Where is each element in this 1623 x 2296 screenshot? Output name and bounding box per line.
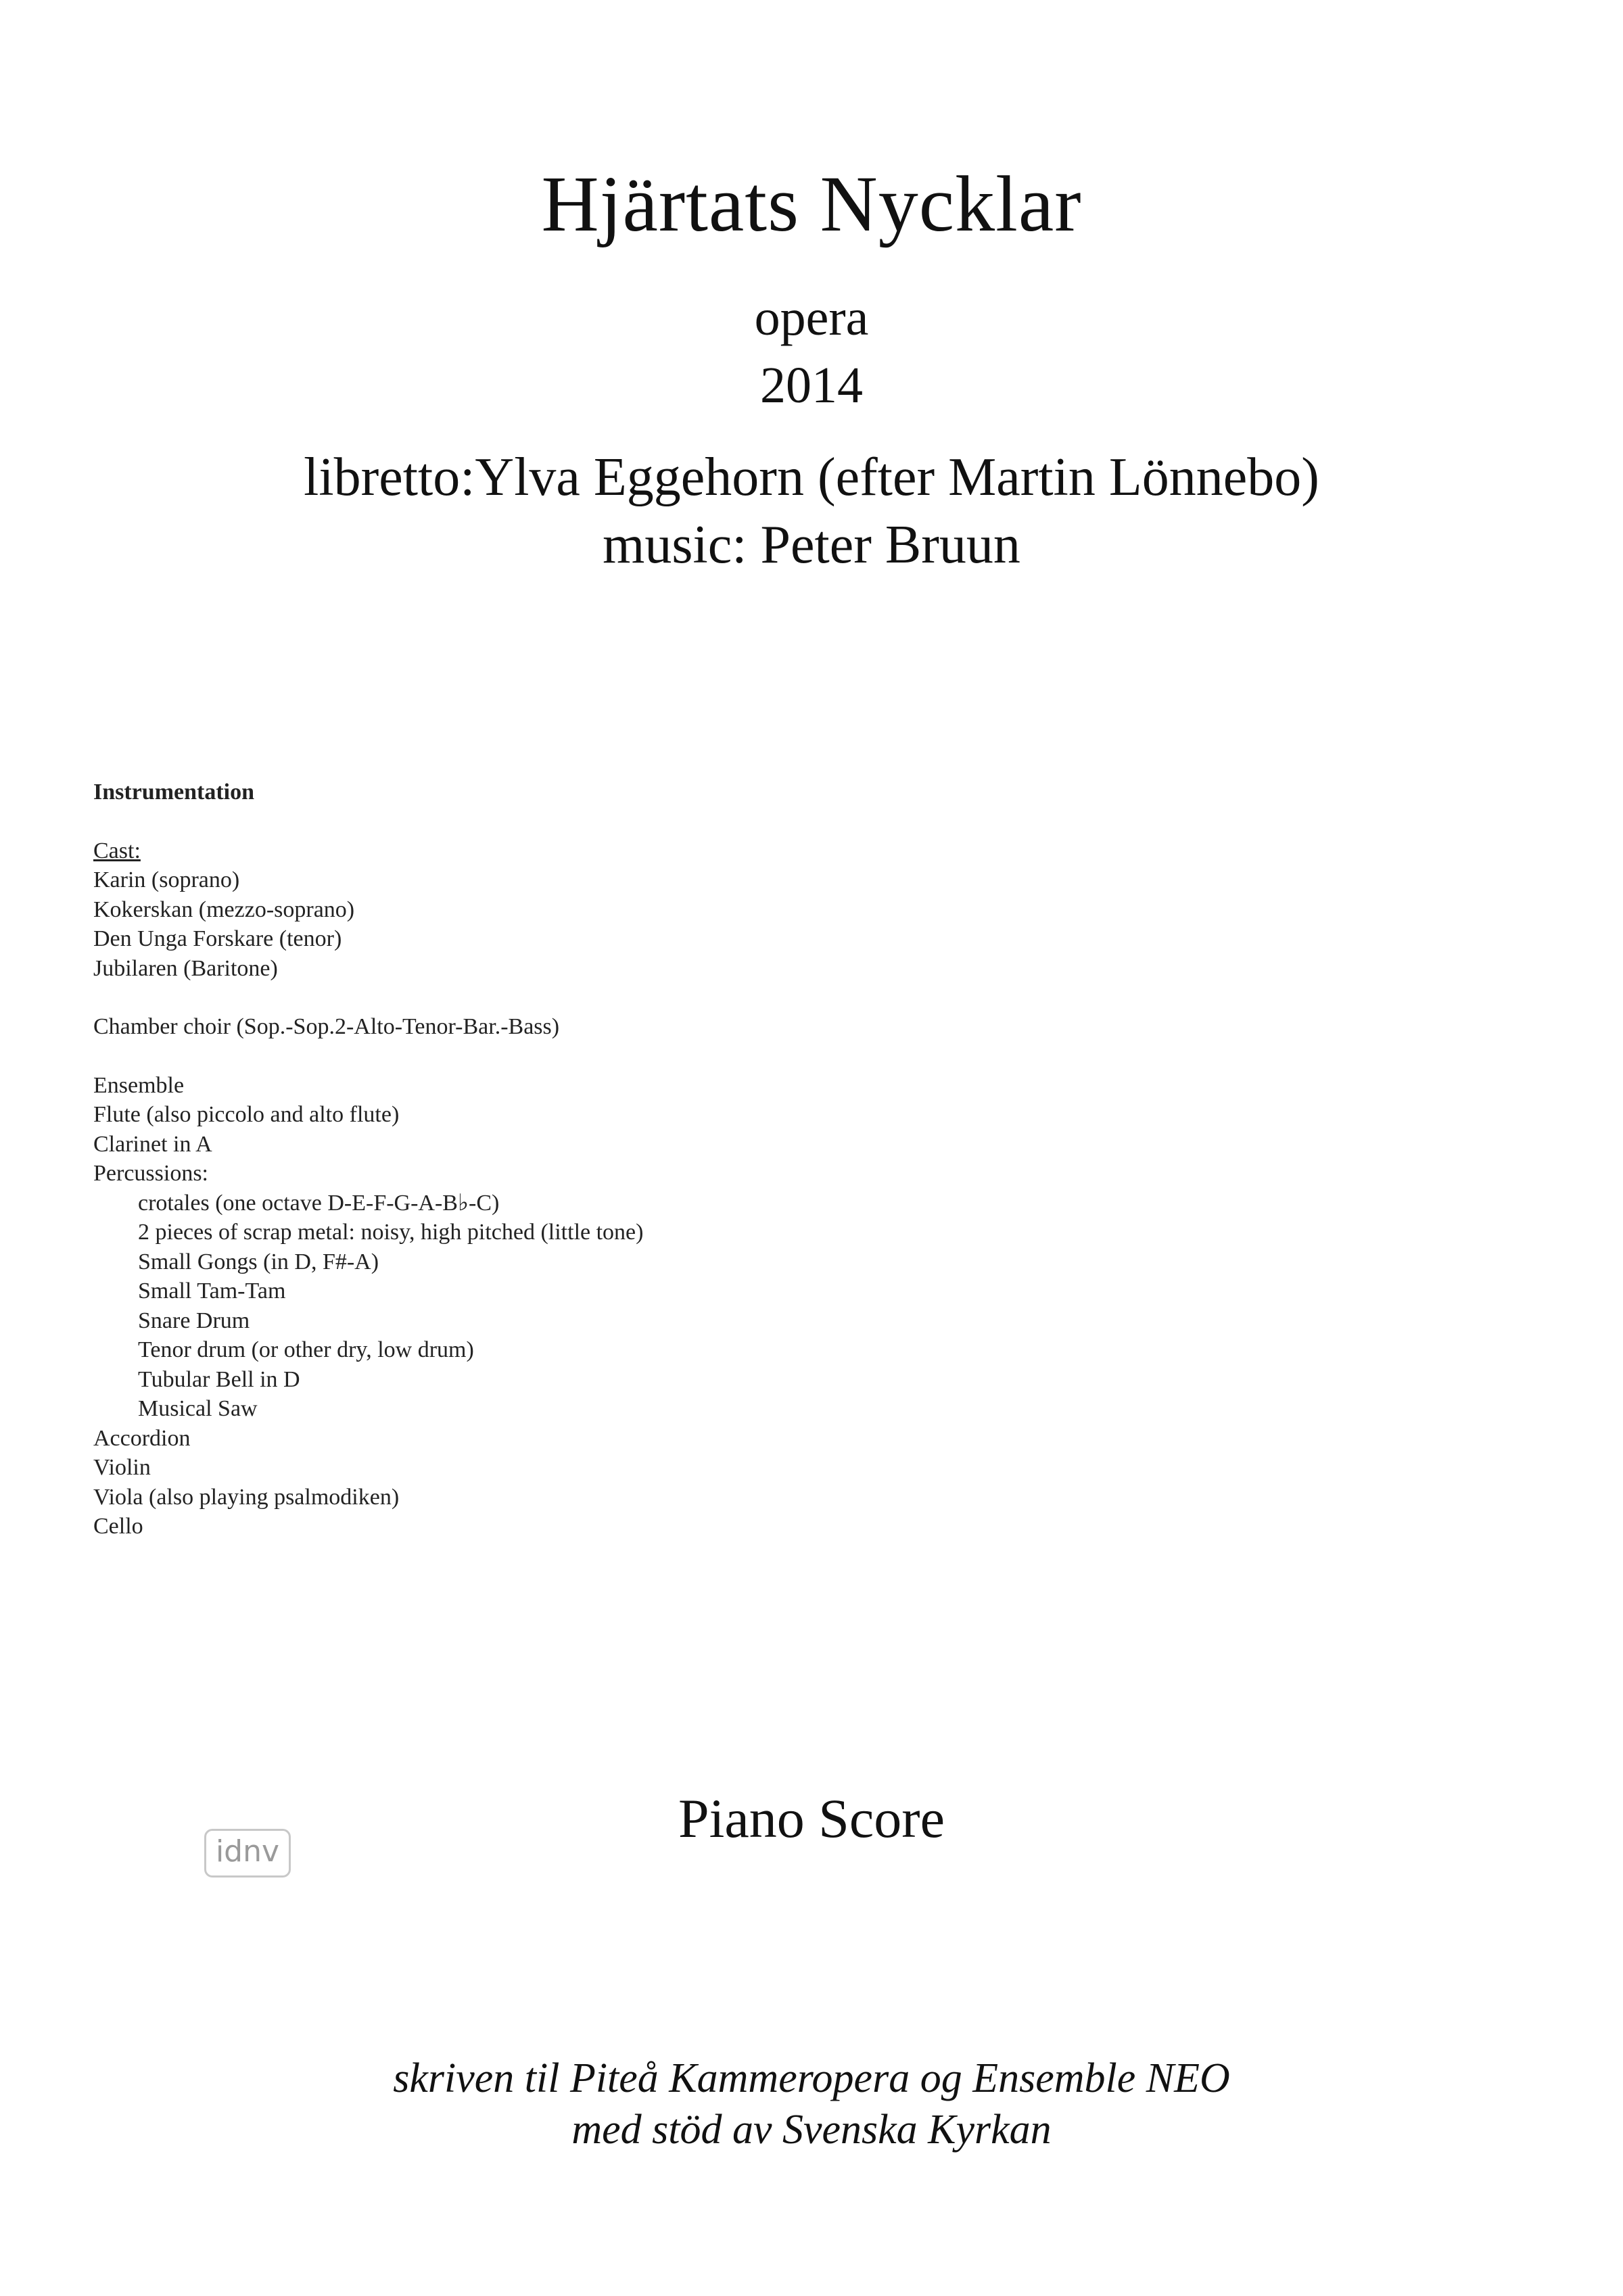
libretto-credit: libretto:Ylva Eggehorn (efter Martin Lönnebo) <box>304 448 1319 507</box>
instrumentation-heading: Instrumentation <box>93 780 255 805</box>
ensemble-item: Accordion <box>93 1425 191 1451</box>
percussion-item: Tubular Bell in D <box>138 1366 300 1392</box>
cast-item: Den Unga Forskare (tenor) <box>93 926 342 951</box>
work-year: 2014 <box>760 357 863 414</box>
percussion-item: Musical Saw <box>138 1396 258 1421</box>
ensemble-heading: Ensemble <box>93 1072 185 1098</box>
cast-item: Kokerskan (mezzo-soprano) <box>93 896 355 922</box>
ensemble-item: Percussions: <box>93 1161 208 1186</box>
cast-item: Karin (soprano) <box>93 867 240 892</box>
percussion-item: Small Gongs (in D, F#-A) <box>138 1249 379 1274</box>
percussion-item: Small Tam-Tam <box>138 1278 286 1304</box>
percussion-item: 2 pieces of scrap metal: noisy, high pitched (little tone) <box>138 1220 644 1245</box>
ensemble-item: Clarinet in A <box>93 1131 212 1157</box>
dedication-line: med stöd av Svenska Kyrkan <box>571 2107 1052 2153</box>
dedication-line: skriven til Piteå Kammeropera og Ensemble NEO <box>393 2055 1230 2101</box>
cast-item: Jubilaren (Baritone) <box>93 955 278 981</box>
ensemble-item: Flute (also piccolo and alto flute) <box>93 1102 400 1127</box>
work-genre: opera <box>754 289 869 346</box>
watermark-logo: idnv <box>204 1829 291 1878</box>
cast-heading: Cast: <box>93 838 141 863</box>
percussion-item: Snare Drum <box>138 1308 250 1333</box>
instrumentation-list <box>93 778 643 1541</box>
percussion-item: Tenor drum (or other dry, low drum) <box>138 1337 474 1362</box>
work-title: Hjärtats Nycklar <box>541 160 1082 248</box>
ensemble-item: Cello <box>93 1514 143 1539</box>
ensemble-item: Violin <box>93 1455 151 1480</box>
choir-line: Chamber choir (Sop.-Sop.2-Alto-Tenor-Bar.-Bass) <box>93 1014 560 1039</box>
percussion-item: crotales (one octave D-E-F-G-A-B♭-C) <box>138 1190 500 1216</box>
score-type-label: Piano Score <box>678 1788 945 1849</box>
ensemble-item: Viola (also playing psalmodiken) <box>93 1484 400 1510</box>
music-credit: music: Peter Bruun <box>603 515 1020 575</box>
